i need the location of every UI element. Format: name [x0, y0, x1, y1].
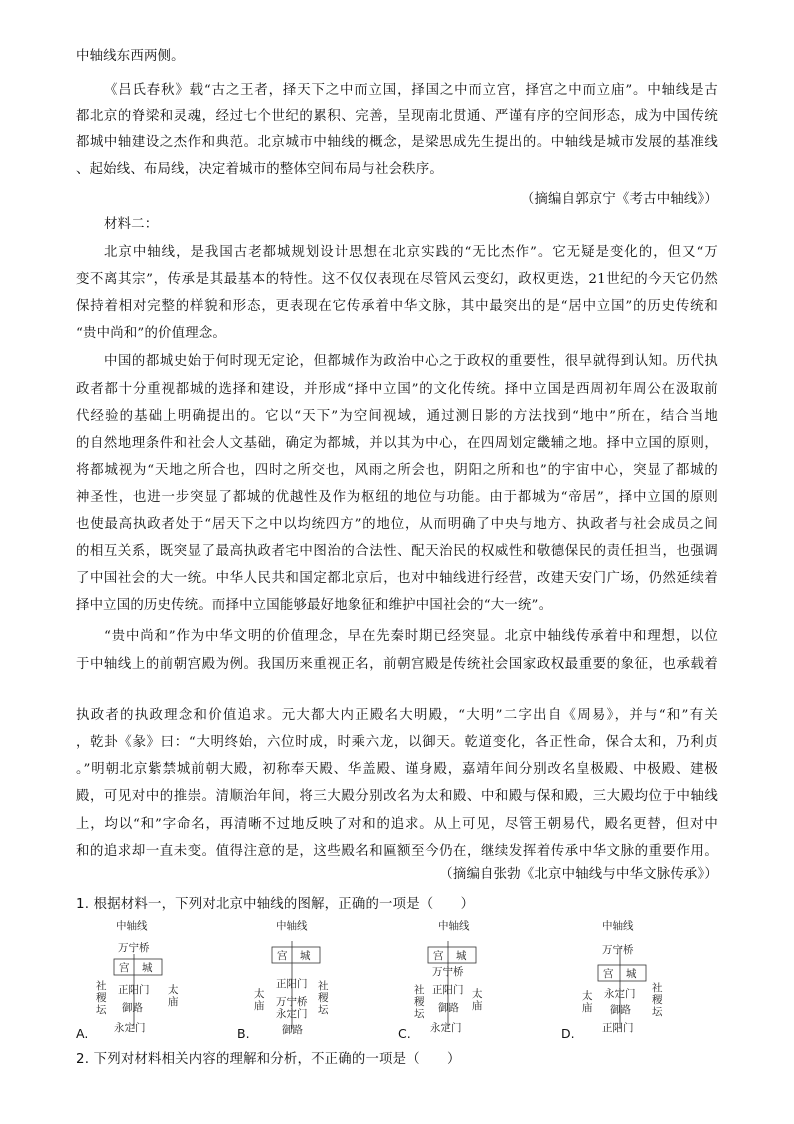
gate2-label: 永定门: [114, 1022, 146, 1034]
palace-char: 城: [626, 968, 637, 980]
side-char: 太: [168, 984, 179, 996]
side-char: 稷: [414, 996, 425, 1008]
paragraph-line: 都北京的脊梁和灵魂，经过七个世纪的累积、完善，呈现南北贯通、严谨有序的空间形态，成为中国传统: [76, 109, 718, 124]
palace-char: 宫: [277, 950, 288, 962]
option-d-diagram[interactable]: [574, 917, 704, 1037]
paragraph-line: ，乾卦《彖》曰：“大明终始，六位时成，时乘六龙，以御天。乾道变化，各正性命，保合太和，乃利贞: [76, 735, 718, 750]
side-char: 庙: [582, 1002, 593, 1014]
source-citation: （摘编自郭京宁《考古中轴线》）: [520, 192, 718, 207]
gate1-label: 永定门: [604, 988, 636, 1000]
palace-char: 宫: [603, 968, 614, 980]
palace-char: 宫: [119, 962, 130, 974]
option-c-letter[interactable]: C.: [398, 1026, 411, 1041]
paragraph-line: 上，均以“和”字命名，再清晰不过地反映了对和的追求。从上可见，尽管王朝易代，殿名更替，但对中: [76, 817, 718, 832]
palace-char: 城: [456, 950, 467, 962]
side-char: 庙: [168, 996, 179, 1008]
paragraph-line: 殿，可见对中的推崇。清顺治年间，将三大殿分别改名为太和殿、中和殿与保和殿，三大殿均位于中轴线: [76, 789, 718, 804]
gate1-label: 正阳门: [118, 984, 150, 996]
paragraph-line: 、起始线、布局线，决定着城市的整体空间布局与社会秩序。: [76, 162, 443, 177]
side-char: 庙: [472, 1000, 483, 1012]
side-char: 坛: [652, 1006, 663, 1018]
paragraph-line: 的自然地理条件和社会人文基础，确定为都城，并以其为中心，在四周划定畿辅之地。择中立国的原则，: [76, 436, 718, 451]
side-char: 庙: [254, 1000, 265, 1012]
paragraph-line: 了中国社会的大一统。中华人民共和国定都北京后，也对中轴线进行经营，改建天安门广场，仍然延续着: [76, 571, 718, 586]
side-char: 坛: [318, 1004, 329, 1016]
paragraph-line: 变不离其宗”，传承是其最基本的特性。这不仅仅表现在尽管风云变幻，政权更迭，21世纪的今天它仍然: [76, 272, 719, 287]
side-char: 太: [254, 988, 265, 1000]
paragraph-line: 执政者的执政理念和价值追求。元大都大内正殿名大明殿，“大明”二字出自《周易》，并与“和”有关: [76, 708, 718, 723]
gate1-label: 正阳门: [276, 978, 308, 990]
paragraph-line: 的相互关系，既突显了最高执政者宅中图治的合法性、配天治民的权威性和敬德保民的责任担当，也强调: [76, 544, 718, 559]
source-citation: （摘编自张勃《北京中轴线与中华文脉传承》）: [439, 867, 718, 882]
road-label: 御路: [122, 1002, 143, 1014]
option-b-letter[interactable]: B.: [237, 1026, 250, 1041]
paragraph-line: 神圣性，也进一步突显了都城的优越性及作为枢纽的地位与功能。由于都城为“帝居”，择中立国的原则: [76, 490, 718, 505]
side-char: 坛: [414, 1008, 425, 1020]
palace-char: 宫: [433, 950, 444, 962]
bridge-label: 万宁桥: [118, 942, 150, 954]
paragraph-line: 《吕氏春秋》载“古之王者，择天下之中而立国，择国之中而立宫，择宫之中而立庙”。中轴线是古: [104, 83, 718, 98]
side-char: 社: [414, 984, 425, 996]
paragraph-line: 都城中轴建设之杰作和典范。北京城市中轴线的概念，是梁思成先生提出的。中轴线是城市发展的基准线: [76, 135, 718, 150]
axis-label: 中轴线: [602, 920, 634, 932]
bridge-label: 万宁桥: [276, 996, 308, 1008]
paragraph-line: 和的追求却一直未变。值得注意的是，这些殿名和匾额至今仍在，继续发挥着传承中华文脉的重要作用。: [76, 844, 718, 859]
side-char: 社: [96, 980, 107, 992]
paragraph-line: “贵中尚和”作为中华文明的价值理念，早在先秦时期已经突显。北京中轴线传承着中和理想，以位: [104, 629, 718, 644]
axis-label: 中轴线: [438, 920, 470, 932]
question-1-stem: 1. 根据材料一，下列对北京中轴线的图解，正确的一项是（ ）: [76, 897, 475, 912]
bridge-label: 万宁桥: [432, 966, 464, 978]
paragraph-line: 将都城视为“天地之所合也，四时之所交也，风雨之所会也，阴阳之所和也”的宇宙中心，突显了都城的: [76, 463, 718, 478]
road-label: 御路: [610, 1004, 631, 1016]
option-d-letter[interactable]: D.: [561, 1026, 575, 1041]
axis-label: 中轴线: [276, 920, 308, 932]
side-char: 社: [652, 982, 663, 994]
paragraph-line: 于中轴线上的前朝宫殿为例。我国历来重视正名，前朝宫殿是传统社会国家政权最重要的象征，也承载着: [76, 657, 718, 672]
gate2-label: 正阳门: [602, 1022, 634, 1034]
gate1-label: 正阳门: [432, 984, 464, 996]
material-label: 材料二：: [104, 217, 159, 232]
paragraph-line: 中国的都城史始于何时现无定论，但都城作为政治中心之于政权的重要性，很早就得到认知。历代执: [104, 354, 718, 369]
palace-char: 城: [300, 950, 311, 962]
paragraph-line: 代经验的基础上明确提出的。它以“天下”为空间视域，通过测日影的方法找到“地中”所在，结合当地: [76, 409, 718, 424]
side-char: 太: [582, 990, 593, 1002]
paragraph-line: 政者都十分重视都城的选择和建设，并形成“择中立国”的文化传统。择中立国是西周初年周公在汲取前: [76, 382, 718, 397]
paragraph-line: 中轴线东西两侧。: [76, 49, 185, 64]
road-label: 御路: [282, 1024, 303, 1036]
side-char: 稷: [318, 992, 329, 1004]
side-char: 坛: [96, 1004, 107, 1016]
option-c-diagram[interactable]: [402, 917, 532, 1037]
paragraph-line: 也使最高执政者处于“居天下之中以均统四方”的地位，从而明确了中央与地方、执政者与社会成员之间: [76, 517, 718, 532]
option-b-diagram[interactable]: [240, 917, 370, 1037]
paragraph-line: 择中立国的历史传统。而择中立国能够最好地象征和维护中国社会的“大一统”。: [76, 598, 553, 613]
bridge-label: 万宁桥: [602, 944, 634, 956]
axis-label: 中轴线: [116, 920, 148, 932]
side-char: 稷: [96, 992, 107, 1004]
palace-char: 城: [142, 962, 153, 974]
question-2-stem: 2. 下列对材料相关内容的理解和分析，不正确的一项是（ ）: [76, 1052, 461, 1067]
side-char: 稷: [652, 994, 663, 1006]
paragraph-line: 。”明朝北京紫禁城前朝大殿，初称奉天殿、华盖殿、谨身殿，嘉靖年间分别改名皇极殿、中极殿、建极: [76, 762, 718, 777]
road-label: 御路: [438, 1002, 459, 1014]
option-a-diagram[interactable]: [76, 917, 206, 1037]
paragraph-line: 保持着相对完整的样貌和形态，更表现在它传承着中华文脉，其中最突出的是“居中立国”的历史传统和: [76, 299, 718, 314]
gate2-label: 永定门: [276, 1008, 308, 1020]
paragraph-line: 北京中轴线，是我国古老都城规划设计思想在北京实践的“无比杰作”。它无疑是变化的，但又“万: [104, 245, 718, 260]
option-a-letter[interactable]: A.: [76, 1026, 89, 1041]
paragraph-line: “贵中尚和”的价值理念。: [76, 326, 226, 341]
gate2-label: 永定门: [430, 1022, 462, 1034]
side-char: 太: [472, 988, 483, 1000]
side-char: 社: [318, 980, 329, 992]
